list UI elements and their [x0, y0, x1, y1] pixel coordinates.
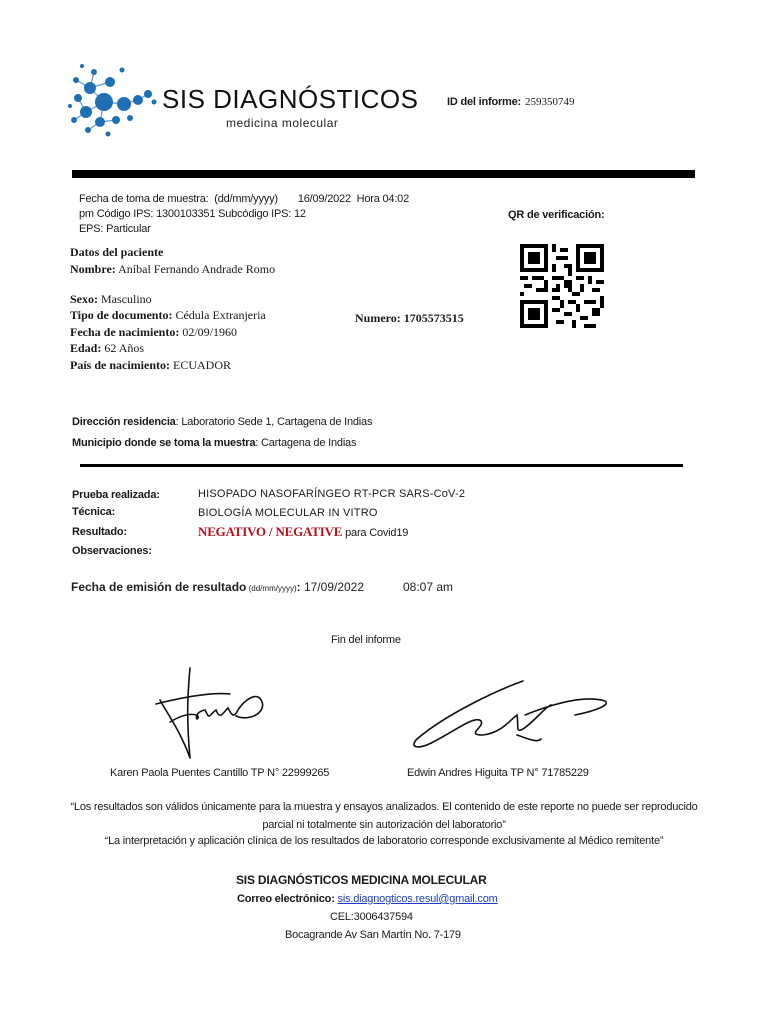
patient-name-value: Aníbal Fernando Andrade Romo [118, 262, 276, 276]
patient-age-value: 62 Años [104, 341, 145, 355]
result-value: NEGATIVO / NEGATIVE [198, 524, 343, 539]
patient-dob-value: 02/09/1960 [182, 325, 237, 339]
logo-molecule-icon [64, 58, 160, 142]
municipality-value: : Cartagena de Indias [255, 437, 357, 449]
middle-rule [80, 464, 683, 467]
patient-age-label: Edad: [70, 341, 102, 355]
residence-label: Dirección residencia [72, 416, 176, 428]
end-of-report: Fin del informe [331, 634, 401, 646]
top-rule [72, 170, 695, 178]
municipality-row [72, 437, 356, 449]
patient-age-row [70, 341, 144, 356]
footer-email-label: Correo electrónico: [237, 893, 335, 905]
qr-code [520, 244, 604, 328]
patient-number-label: Numero: [355, 311, 401, 325]
municipality-label: Municipio donde se toma la muestra [72, 437, 256, 449]
patient-name-label: Nombre: [70, 262, 116, 276]
residence-row [72, 416, 372, 428]
patient-doc-type-value: Cédula Extranjeria [175, 308, 266, 322]
footer-email-link[interactable]: sis.diagnogticos.resul@gmail.com [337, 893, 498, 905]
patient-name-row [70, 262, 275, 277]
patient-sex-value: Masculino [101, 292, 152, 306]
patient-doc-type-label: Tipo de documento: [70, 308, 173, 322]
disclaimer-line-1: “Los resultados son válidos únicamente para la muestra y ensayos analizados. El contenido de este reporte no puede ser reproducido [70, 801, 698, 813]
patient-country-value: ECUADOR [173, 358, 232, 372]
test-label: Prueba realizada: [72, 489, 160, 501]
emission-date: 17/09/2022 [300, 580, 365, 594]
footer-address: Bocagrande Av San Martín No. 7-179 [285, 929, 461, 941]
signature-left [150, 660, 280, 765]
technique-label: Técnica: [72, 506, 116, 518]
brand-tagline: medicina molecular [226, 116, 339, 130]
patient-dob-row [70, 325, 237, 340]
sample-line-1: Fecha de toma de muestra: (dd/mm/yyyy) 16/09/2022 Hora 04:02 [79, 193, 410, 205]
patient-number-value: 1705573515 [403, 311, 464, 325]
emission-row [71, 580, 364, 594]
result-label: Resultado: [72, 526, 127, 538]
signature-right-name: Edwin Andres Higuita TP N° 71785229 [407, 767, 589, 779]
footer-phone: CEL:3006437594 [330, 911, 413, 923]
sample-line-3: EPS: Particular [79, 223, 151, 235]
observations-label: Observaciones: [72, 545, 152, 557]
result-suffix: para Covid19 [342, 527, 409, 539]
patient-section-title: Datos del paciente [70, 245, 164, 259]
footer-email-row [237, 893, 498, 905]
patient-country-row [70, 358, 231, 373]
emission-colon: : [296, 580, 301, 594]
disclaimer-line-2: parcial ni totalmente sin autorización del laboratorio” [262, 819, 506, 831]
emission-time: 08:07 am [403, 580, 454, 594]
technique-value: BIOLOGÍA MOLECULAR IN VITRO [198, 507, 378, 519]
brand-name: SIS DIAGNÓSTICOS [162, 84, 419, 114]
result-row [198, 524, 408, 540]
footer-company: SIS DIAGNÓSTICOS MEDICINA MOLECULAR [236, 873, 487, 887]
report-id-value: 259350749 [525, 96, 575, 108]
patient-sex-row [70, 292, 152, 307]
patient-number-row [355, 311, 464, 326]
patient-doc-type-row [70, 308, 266, 323]
test-value: HISOPADO NASOFARÍNGEO RT-PCR SARS-CoV-2 [198, 488, 466, 500]
disclaimer-line-3: “La interpretación y aplicación clínica de los resultados de laboratorio corresponde exclusivamente al Médico remitente” [104, 835, 664, 847]
patient-sex-label: Sexo: [70, 292, 98, 306]
patient-country-label: País de nacimiento: [70, 358, 170, 372]
report-id-label: ID del informe: [447, 96, 522, 108]
signature-right [405, 675, 615, 755]
emission-label: Fecha de emisión de resultado [71, 580, 247, 594]
qr-label: QR de verificación: [508, 209, 605, 221]
patient-dob-label: Fecha de nacimiento: [70, 325, 180, 339]
sample-line-2: pm Código IPS: 1300103351 Subcódigo IPS: 12 [79, 208, 306, 220]
signature-left-name: Karen Paola Puentes Cantillo TP N° 22999265 [110, 767, 330, 779]
residence-value: : Laboratorio Sede 1, Cartagena de Indias [175, 416, 373, 428]
emission-format: (dd/mm/yyyy) [246, 584, 297, 593]
